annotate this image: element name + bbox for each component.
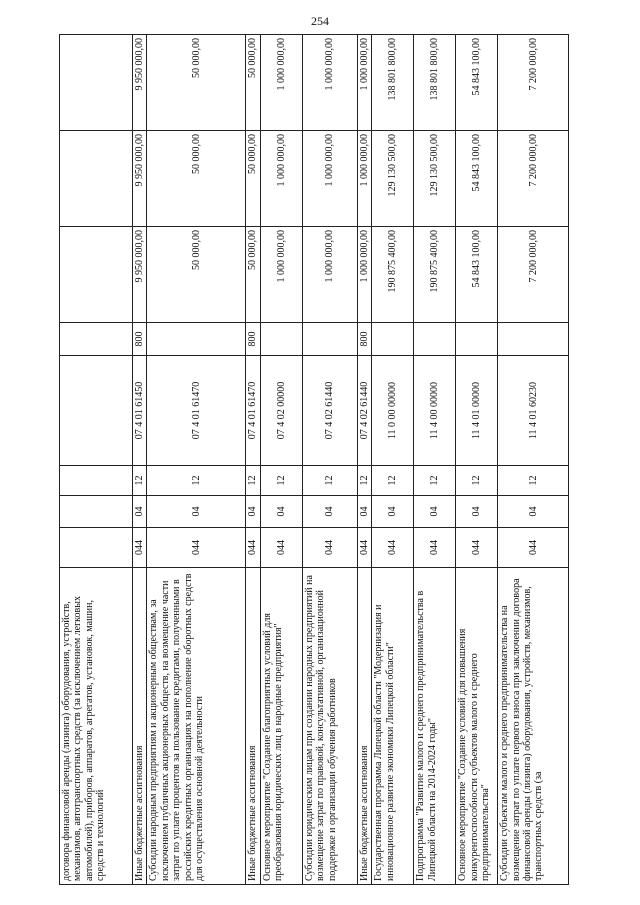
expense-type-cell: 800 xyxy=(357,323,371,356)
expense-type-cell xyxy=(498,323,569,356)
grbs-cell: 044 xyxy=(456,528,498,568)
amount-1-cell xyxy=(60,227,133,323)
table-row xyxy=(302,35,357,885)
amount-3-cell: 54 843 100,00 xyxy=(456,35,498,131)
amount-1-cell: 190 875 400,00 xyxy=(414,227,456,323)
grbs-cell: 044 xyxy=(372,528,414,568)
row-name-cell: Основное мероприятие "Создание благоприятных условий для преобразования юридических лиц в народные предприятия" xyxy=(260,568,302,885)
subsection-cell: 12 xyxy=(147,466,246,496)
section-cell: 04 xyxy=(456,496,498,528)
table-row xyxy=(147,35,246,885)
amount-1-cell: 54 843 100,00 xyxy=(456,227,498,323)
target-article-cell: 07 4 02 61440 xyxy=(302,356,357,466)
table-body xyxy=(60,35,569,885)
section-cell: 04 xyxy=(246,496,260,528)
row-name-cell: Государственная программа Липецкой области "Модернизация и инновационное развитие экономики Липецкой области" xyxy=(372,568,414,885)
row-name-cell: Иные бюджетные ассигнования xyxy=(246,568,260,885)
grbs-cell: 044 xyxy=(246,528,260,568)
target-article-cell xyxy=(60,356,133,466)
row-name-cell: Основное мероприятие "Создание условий для повышения конкурентоспособности субъектов малого и среднего предпринимательства" xyxy=(456,568,498,885)
row-name-cell: Субсидии субъектам малого и среднего предпринимательства на возмещение затрат по уплате первого взноса при заключении договора финансовой аренды (лизинга) оборудования, устройств, механизмов, транспортных средств (за xyxy=(498,568,569,885)
grbs-cell: 044 xyxy=(357,528,371,568)
subsection-cell: 12 xyxy=(456,466,498,496)
target-article-cell: 07 4 02 61440 xyxy=(357,356,371,466)
amount-1-cell: 9 950 000,00 xyxy=(133,227,147,323)
row-name-cell: Субсидии юридическим лицам при создании народных предприятий на возмещение затрат по правовой, консультативной, организационной поддержке и организации обучения работников xyxy=(302,568,357,885)
table-row xyxy=(133,35,147,885)
grbs-cell: 044 xyxy=(414,528,456,568)
row-name-cell: Субсидии народным предприятиям и акционерным обществам, за исключением публичных акционерных обществ, на возмещение части затрат по уплате процентов за пользование кредитами, полученными в российских кредитных организациях на пополнение оборотных средств для осуществления основной деятельности xyxy=(147,568,246,885)
table-row xyxy=(260,35,302,885)
expense-type-cell xyxy=(147,323,246,356)
amount-2-cell: 50 000,00 xyxy=(246,131,260,227)
subsection-cell: 12 xyxy=(133,466,147,496)
amount-2-cell: 1 000 000,00 xyxy=(302,131,357,227)
budget-table xyxy=(59,34,569,885)
table-row xyxy=(357,35,371,885)
expense-type-cell xyxy=(302,323,357,356)
target-article-cell: 11 4 01 60230 xyxy=(498,356,569,466)
expense-type-cell xyxy=(456,323,498,356)
section-cell: 04 xyxy=(133,496,147,528)
grbs-cell: 044 xyxy=(302,528,357,568)
section-cell xyxy=(60,496,133,528)
table-row xyxy=(456,35,498,885)
expense-type-cell xyxy=(60,323,133,356)
amount-3-cell: 7 200 000,00 xyxy=(498,35,569,131)
subsection-cell: 12 xyxy=(246,466,260,496)
row-name-cell: Иные бюджетные ассигнования xyxy=(357,568,371,885)
amount-2-cell: 1 000 000,00 xyxy=(357,131,371,227)
amount-2-cell: 50 000,00 xyxy=(147,131,246,227)
subsection-cell: 12 xyxy=(357,466,371,496)
amount-3-cell: 1 000 000,00 xyxy=(302,35,357,131)
amount-2-cell: 1 000 000,00 xyxy=(260,131,302,227)
amount-2-cell: 9 950 000,00 xyxy=(133,131,147,227)
row-name-cell: договора финансовой аренды (лизинга) оборудования, устройств, механизмов, автотранспортных средств (за исключением легковых автомобилей), приборов, аппаратов, агрегатов, установок, машин, средств и технологий xyxy=(60,568,133,885)
subsection-cell xyxy=(60,466,133,496)
amount-2-cell: 129 130 500,00 xyxy=(414,131,456,227)
subsection-cell: 12 xyxy=(414,466,456,496)
amount-2-cell: 7 200 000,00 xyxy=(498,131,569,227)
expense-type-cell xyxy=(414,323,456,356)
section-cell: 04 xyxy=(372,496,414,528)
section-cell: 04 xyxy=(357,496,371,528)
expense-type-cell xyxy=(260,323,302,356)
subsection-cell: 12 xyxy=(302,466,357,496)
amount-1-cell: 50 000,00 xyxy=(246,227,260,323)
table-row xyxy=(498,35,569,885)
amount-3-cell: 138 801 800,00 xyxy=(372,35,414,131)
page-number: 254 xyxy=(311,14,329,28)
row-name-cell: Подпрограмма "Развитие малого и среднего предпринимательства в Липецкой области на 2014-2024 годы" xyxy=(414,568,456,885)
amount-3-cell: 1 000 000,00 xyxy=(357,35,371,131)
grbs-cell: 044 xyxy=(147,528,246,568)
table-row xyxy=(372,35,414,885)
grbs-cell: 044 xyxy=(133,528,147,568)
row-name-cell: Иные бюджетные ассигнования xyxy=(133,568,147,885)
subsection-cell: 12 xyxy=(372,466,414,496)
amount-2-cell xyxy=(60,131,133,227)
subsection-cell: 12 xyxy=(260,466,302,496)
amount-2-cell: 54 843 100,00 xyxy=(456,131,498,227)
amount-1-cell: 50 000,00 xyxy=(147,227,246,323)
grbs-cell xyxy=(60,528,133,568)
target-article-cell: 07 4 01 61470 xyxy=(147,356,246,466)
section-cell: 04 xyxy=(302,496,357,528)
grbs-cell: 044 xyxy=(498,528,569,568)
target-article-cell: 11 4 00 00000 xyxy=(414,356,456,466)
table-row xyxy=(60,35,133,885)
amount-3-cell: 1 000 000,00 xyxy=(260,35,302,131)
section-cell: 04 xyxy=(260,496,302,528)
amount-1-cell: 190 875 400,00 xyxy=(372,227,414,323)
section-cell: 04 xyxy=(147,496,246,528)
subsection-cell: 12 xyxy=(498,466,569,496)
rotated-budget-table xyxy=(59,35,564,885)
grbs-cell: 044 xyxy=(260,528,302,568)
amount-3-cell xyxy=(60,35,133,131)
expense-type-cell: 800 xyxy=(246,323,260,356)
table-row xyxy=(414,35,456,885)
amount-1-cell: 1 000 000,00 xyxy=(260,227,302,323)
expense-type-cell xyxy=(372,323,414,356)
amount-3-cell: 9 950 000,00 xyxy=(133,35,147,131)
target-article-cell: 11 0 00 00000 xyxy=(372,356,414,466)
amount-3-cell: 50 000,00 xyxy=(147,35,246,131)
amount-1-cell: 1 000 000,00 xyxy=(357,227,371,323)
target-article-cell: 11 4 01 00000 xyxy=(456,356,498,466)
amount-3-cell: 138 801 800,00 xyxy=(414,35,456,131)
target-article-cell: 07 4 01 61450 xyxy=(133,356,147,466)
amount-1-cell: 7 200 000,00 xyxy=(498,227,569,323)
expense-type-cell: 800 xyxy=(133,323,147,356)
amount-1-cell: 1 000 000,00 xyxy=(302,227,357,323)
target-article-cell: 07 4 02 00000 xyxy=(260,356,302,466)
section-cell: 04 xyxy=(414,496,456,528)
amount-2-cell: 129 130 500,00 xyxy=(372,131,414,227)
target-article-cell: 07 4 01 61470 xyxy=(246,356,260,466)
table-row xyxy=(246,35,260,885)
amount-3-cell: 50 000,00 xyxy=(246,35,260,131)
section-cell: 04 xyxy=(498,496,569,528)
